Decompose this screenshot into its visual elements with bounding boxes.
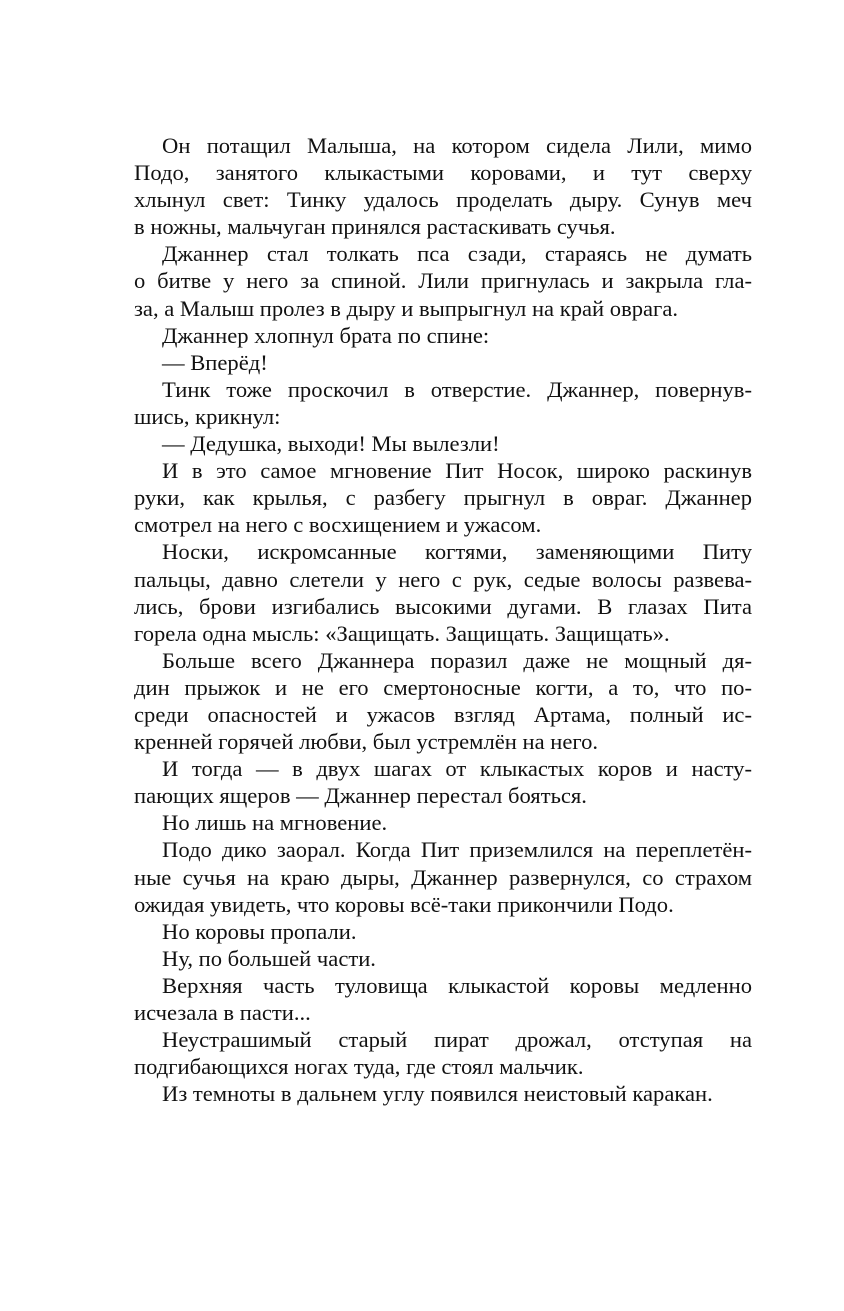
text-line: лись, брови изгибались высокими дугами. В глазах Пита [134, 593, 752, 619]
text-line: Больше всего Джаннера поразил даже не мощный дя- [162, 647, 752, 673]
text-line: Из темноты в дальнем углу появился неистовый каракан. [162, 1081, 713, 1107]
text-line: дин прыжок и не его смертоносные когти, а то, что по- [134, 674, 752, 700]
text-line: Носки, искромсанные когтями, заменяющими Питу [162, 539, 752, 565]
text-line: Ну, по большей части. [162, 945, 376, 971]
text-line: кренней горячей любви, был устремлён на него. [134, 729, 599, 755]
text-line: подгибающихся ногах туда, где стоял мальчик. [134, 1054, 584, 1080]
text-line: пальцы, давно слетели у него с рук, седые волосы развева- [134, 566, 752, 592]
text-line: шись, крикнул: [134, 403, 281, 429]
text-line: пающих ящеров — Джаннер перестал бояться. [134, 783, 587, 809]
text-line: горела одна мысль: «Защищать. Защищать. Защищать». [134, 620, 670, 646]
text-line: ожидая увидеть, что коровы всё-таки прикончили Подо. [134, 891, 674, 917]
text-line: — Вперёд! [162, 349, 268, 375]
text-line: Подо дико заорал. Когда Пит приземлился на переплетён- [162, 837, 752, 863]
text-line: Он потащил Малыша, на котором сидела Лили, мимо [162, 133, 752, 158]
text-line: Верхняя часть туловища клыкастой коровы медленно [162, 972, 752, 998]
text-line: за, а Малыш пролез в дыру и выпрыгнул на край оврага. [134, 295, 679, 321]
text-line: в ножны, мальчуган принялся растаскивать сучья. [134, 214, 616, 240]
text-line: Неустрашимый старый пират дрожал, отступая на [162, 1027, 752, 1053]
text-line: — Дедушка, выходи! Мы вылезли! [162, 431, 500, 457]
text-line: Тинк тоже проскочил в отверстие. Джаннер, повернув- [162, 376, 752, 402]
text-line: о битве у него за спиной. Лили пригнулась и закрыла гла- [134, 268, 752, 294]
text-line: И тогда — в двух шагах от клыкастых коров и насту- [162, 756, 752, 782]
text-line: ные сучья на краю дыры, Джаннер развернулся, со страхом [134, 864, 752, 890]
text-line: руки, как крылья, с разбегу прыгнул в овраг. Джаннер [134, 485, 752, 511]
text-line: Джаннер хлопнул брата по спине: [162, 322, 490, 348]
text-line: смотрел на него с восхищением и ужасом. [134, 512, 542, 538]
text-line: среди опасностей и ужасов взгляд Артама, полный ис- [134, 701, 752, 727]
text-line: Джаннер стал толкать пса сзади, стараясь не думать [162, 241, 752, 267]
text-line: И в это самое мгновение Пит Носок, широко раскинув [162, 458, 752, 484]
body-text [134, 132, 752, 1107]
text-line: Но лишь на мгновение. [162, 810, 388, 836]
text-line: исчезала в пасти... [134, 1000, 311, 1025]
text-line: хлынул свет: Тинку удалось проделать дыру. Сунув меч [134, 187, 752, 213]
text-line: Подо, занятого клыкастыми коровами, и тут сверху [134, 160, 752, 186]
text-line: Но коровы пропали. [162, 918, 357, 944]
